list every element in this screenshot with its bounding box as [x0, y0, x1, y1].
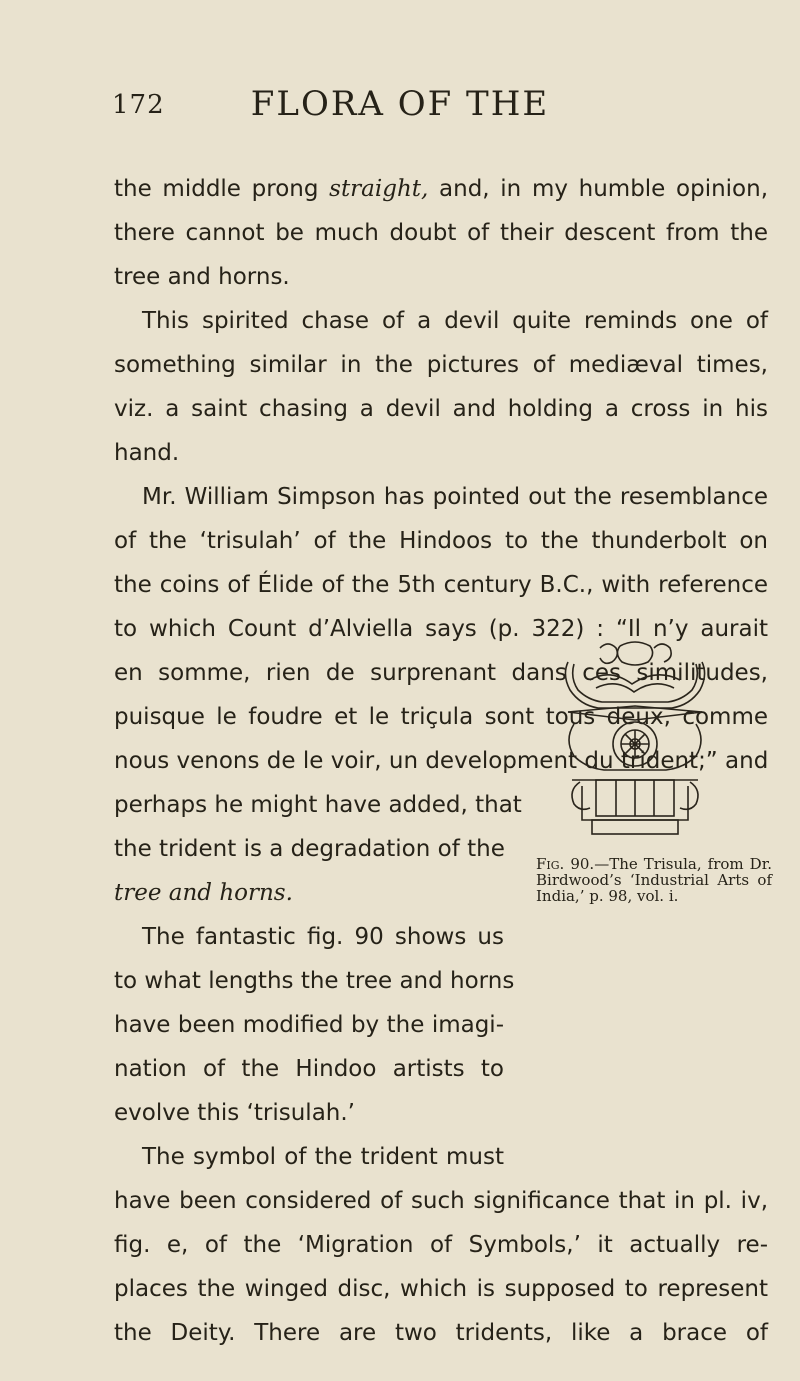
text-line: places the winged disc, which is supposed to represent — [114, 1276, 768, 1302]
text-line: This spirited chase of a devil quite reminds one of — [142, 308, 768, 334]
text-line: The fantastic fig. 90 shows us — [142, 924, 504, 950]
page-number: 172 — [112, 90, 165, 120]
running-title: FLORA OF THE — [250, 84, 550, 124]
text-line: to what lengths the tree and horns — [114, 968, 515, 994]
italic-word: straight, — [329, 176, 429, 202]
figure-label: Fig. 90. — [536, 855, 595, 873]
text-line: fig. e, of the ‘Migration of Symbols,’ it actually re- — [114, 1232, 768, 1258]
text-line: have been considered of such significance that in pl. iv, — [114, 1188, 768, 1214]
text-line: puisque le foudre et le triçula sont tous deux, comme — [114, 704, 768, 730]
text-line: there cannot be much doubt of their descent from the — [114, 220, 768, 246]
text-line: of the ‘trisulah’ of the Hindoos to the thunderbolt on — [114, 528, 768, 554]
text-line: evolve this ‘trisulah.’ — [114, 1100, 355, 1126]
text-line: the trident is a degradation of the — [114, 836, 505, 862]
caption-text: —The Trisula, from Dr. Birdwood’s ‘Industrial Arts of India,’ p. 98, vol. i. — [536, 855, 772, 905]
text-line: have been modified by the imagi- — [114, 1012, 504, 1038]
figure-caption — [536, 856, 772, 904]
text-line — [114, 880, 504, 906]
italic-phrase: tree and horns. — [114, 880, 293, 906]
text-line: tree and horns. — [114, 264, 290, 290]
page-header — [0, 84, 800, 130]
text-line: viz. a saint chasing a devil and holding a cross in his — [114, 396, 768, 422]
text-line: Mr. William Simpson has pointed out the resemblance — [142, 484, 768, 510]
text-line: nous venons de le voir, un development du trident;” and — [114, 748, 769, 774]
text-line: to which Count d’Alviella says (p. 322) : “Il n’y aurait — [114, 616, 768, 642]
trisula-illustration — [560, 640, 710, 835]
text-line: The symbol of the trident must — [142, 1144, 504, 1170]
text-line: hand. — [114, 440, 180, 466]
text-line: the coins of Élide of the 5th century B.C., with reference — [114, 572, 768, 598]
text-line: the middle prong straight, and, in my humble opinion, — [114, 176, 769, 202]
text-line: something similar in the pictures of mediæval times, — [114, 352, 768, 378]
text-line: nation of the Hindoo artists to — [114, 1056, 504, 1082]
text-line: perhaps he might have added, that — [114, 792, 522, 818]
text-line: the Deity. There are two tridents, like a brace of — [114, 1320, 768, 1346]
text-line: en somme, rien de surprenant dans ces similitudes, — [114, 660, 768, 686]
